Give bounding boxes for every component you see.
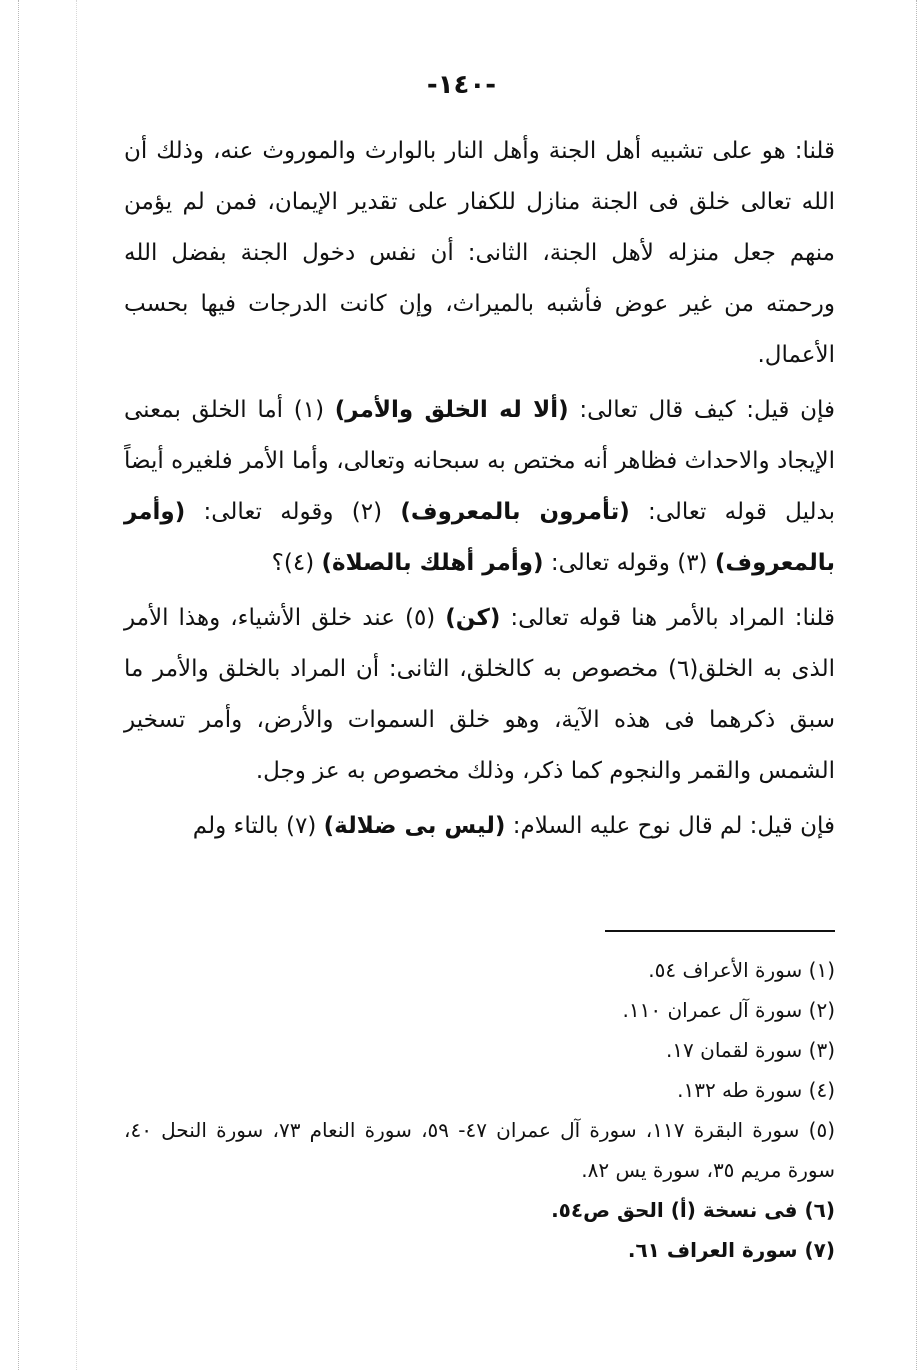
paragraph-2	[124, 385, 835, 589]
paragraph-text: قلنا: هو على تشبيه أهل الجنة وأهل النار بالوارث والموروث عنه، وذلك أن الله تعالى خلق فى الجنة منازل للكفار على تقدير الإيمان، فمن لم يؤمن منهم جعل منزله لأهل الجنة، الثانى: أن نفس دخول الجنة بفضل الله ورحمته من غير عوض فأشبه بالميراث، وإن كانت الدرجات فيها بحسب الأعمال.	[124, 138, 835, 368]
footnote-2: (٢) سورة آل عمران ١١٠.	[622, 998, 835, 1022]
paragraph-text: (٧) بالتاء ولم	[192, 813, 317, 839]
quran-quote: (وأمر بالمعروف)	[124, 499, 835, 576]
quran-quote: (وأمر أهلك بالصلاة)	[321, 550, 544, 576]
paragraph-1	[124, 126, 835, 381]
paragraph-text: قلنا: المراد بالأمر هنا قوله تعالى:	[500, 605, 836, 631]
paragraph-text: فإن قيل: كيف قال تعالى:	[568, 397, 835, 423]
quran-quote: (كن)	[445, 605, 501, 631]
page-edge-dotted-line-right	[916, 0, 917, 1370]
quran-quote: (ليس بى ضلالة)	[323, 813, 506, 839]
paragraph-text: (٤)؟	[271, 550, 315, 576]
footnote-7: (٧) سورة العراف ٦١.	[627, 1238, 835, 1262]
footnote-5: (٥) سورة البقرة ١١٧، سورة آل عمران ٤٧- ٥٩، سورة النعام ٧٣، سورة النحل ٤٠، سورة مريم ٣٥، سورة يس ٨٢.	[124, 1118, 835, 1182]
body-text	[124, 126, 835, 852]
paragraph-text: (١) أما الخلق بمعنى الإيجاد والاحداث فظاهر أنه مختص به سبحانه وتعالى، وأما الأمر فلغيره أيضاً بدليل قوله تعالى:	[124, 397, 835, 525]
quran-quote: (ألا له الخلق والأمر)	[334, 397, 569, 423]
paragraph-text: (٣) وقوله تعالى:	[543, 550, 708, 576]
footnotes	[124, 950, 835, 1270]
footnote-6: (٦) فى نسخة (أ) الحق ص٥٤.	[551, 1198, 835, 1222]
quran-quote: (تأمرون بالمعروف)	[400, 499, 630, 525]
footnote-divider	[605, 930, 835, 932]
paragraph-text: (٢) وقوله تعالى:	[185, 499, 383, 525]
paragraph-3	[124, 593, 835, 797]
footnote-4: (٤) سورة طه ١٣٢.	[677, 1078, 835, 1102]
page-number: -١٤٠-	[426, 70, 497, 100]
page-edge-dotted-line-left	[18, 0, 19, 1370]
page-guide-dotted-line	[76, 0, 77, 1370]
footnote-3: (٣) سورة لقمان ١٧.	[665, 1038, 835, 1062]
footnote-1: (١) سورة الأعراف ٥٤.	[648, 958, 835, 982]
paragraph-4	[124, 801, 835, 852]
paragraph-text: فإن قيل: لم قال نوح عليه السلام:	[505, 813, 835, 839]
paragraph-text: (٥) عند خلق الأشياء، وهذا الأمر الذى به الخلق(٦) مخصوص به كالخلق، الثانى: أن المراد بالخلق والأمر ما سبق ذكرهما فى هذه الآية، وهو خلق السموات والأرض، وأمر تسخير الشمس والقمر والنجوم كما ذكر، وذلك مخصوص به عز وجل.	[124, 605, 835, 784]
